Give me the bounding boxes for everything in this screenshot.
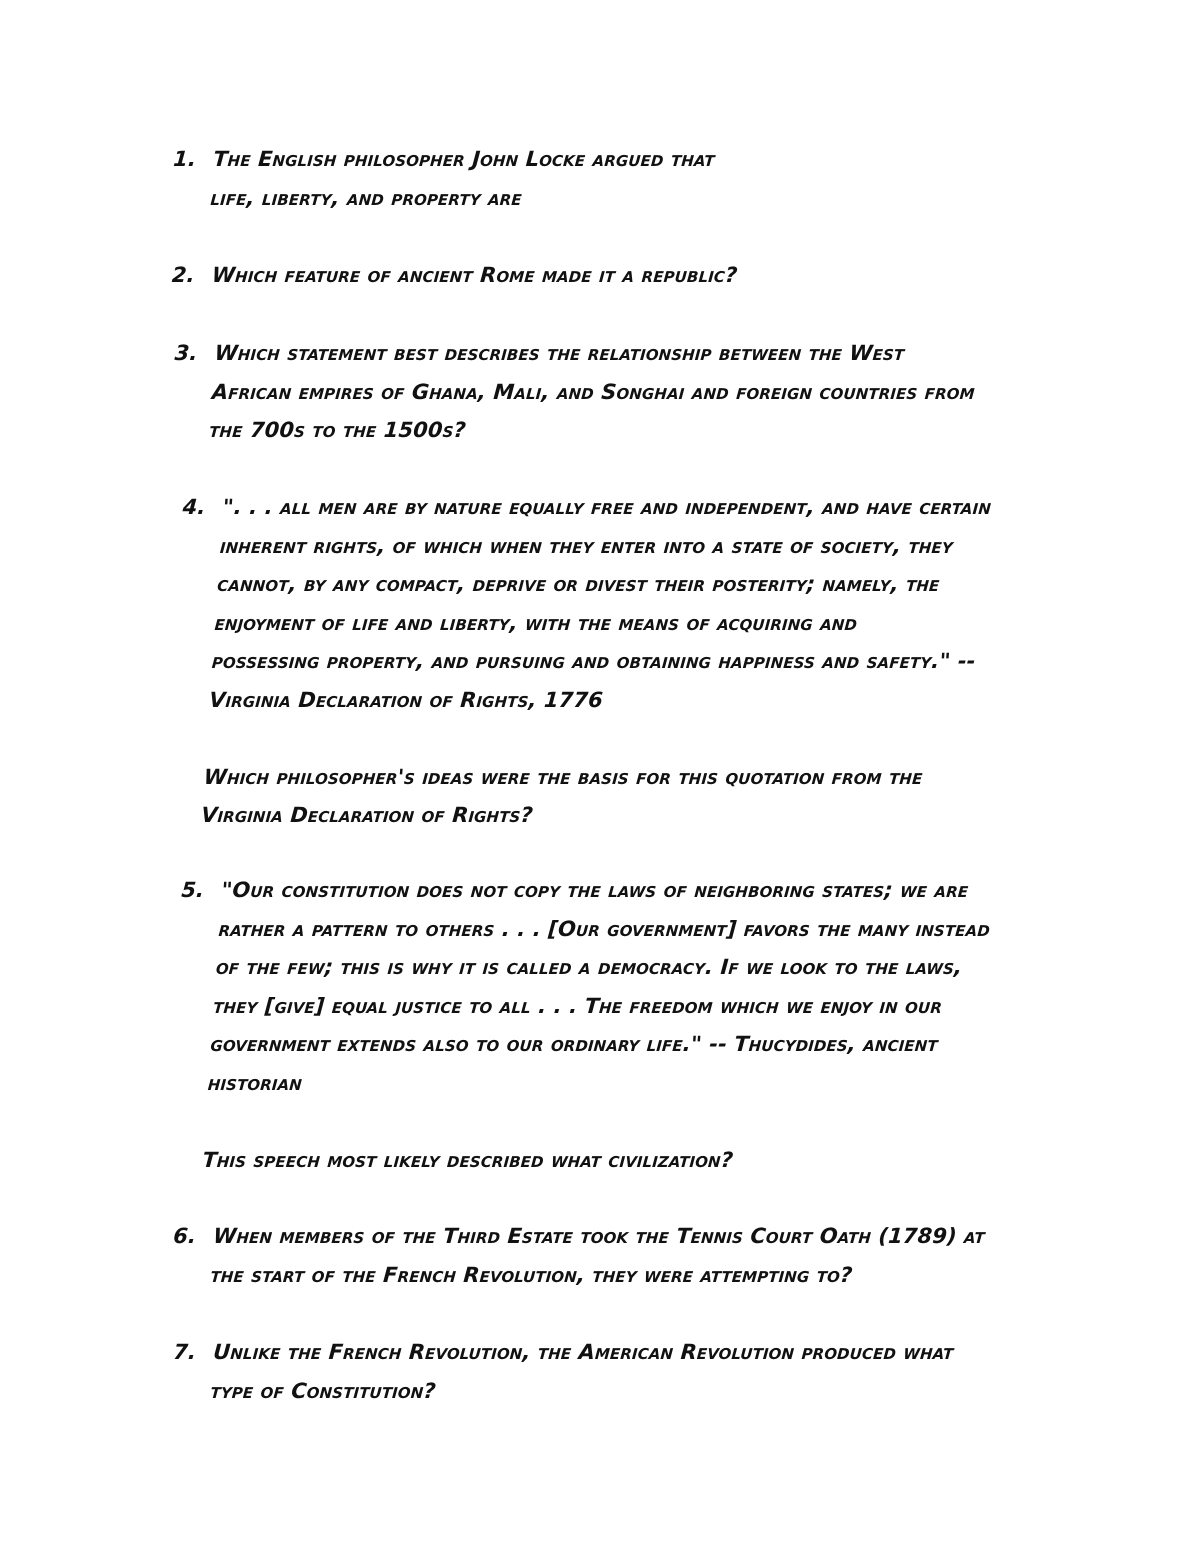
question-line: This speech most likely described what civilization? <box>201 1147 734 1172</box>
question-6 <box>169 1217 1074 1294</box>
question-line: historian <box>207 1071 303 1096</box>
question-line: of the few; this is why it is called a democracy. If we look to the laws, <box>215 955 964 980</box>
question-line: enjoyment of life and liberty, with the means of acquiring and <box>213 610 859 635</box>
question-line: "Our constitution does not copy the laws of neighboring states; we are <box>220 878 970 903</box>
question-1 <box>169 140 1074 217</box>
question-number: 2. <box>171 263 196 288</box>
question-line: Which feature of ancient Rome made it a republic? <box>211 263 739 288</box>
question-prompt <box>200 757 1065 834</box>
question-line: the 700s to the 1500s? <box>208 417 467 442</box>
question-line: possessing property, and pursuing and obtaining happiness and safety." -- <box>211 648 977 673</box>
question-line: rather a pattern to others . . . [Our government] favors the many instead <box>217 916 991 941</box>
question-number: 5. <box>180 878 206 903</box>
question-number: 4. <box>181 494 207 519</box>
question-line: Which statement best describes the relationship between the West <box>213 340 906 365</box>
question-line: Virginia Declaration of Rights? <box>200 802 534 827</box>
question-number: 7. <box>172 1339 198 1364</box>
question-line: inherent rights, of which when they enter into a state of society, they <box>219 533 954 558</box>
question-2 <box>171 256 1074 295</box>
question-line: government extends also to our ordinary life." -- Thucydides, ancient <box>209 1032 939 1057</box>
question-5 <box>161 871 1083 1179</box>
question-list <box>172 140 1072 1410</box>
question-line: African empires of Ghana, Mali, and Songhai and foreign countries from <box>211 379 976 404</box>
question-quotation <box>208 488 1084 720</box>
question-line: the start of the French Revolution, they were attempting to? <box>209 1263 854 1288</box>
question-4 <box>160 488 1084 835</box>
question-number: 6. <box>172 1224 198 1249</box>
question-line: Which philosopher's ideas were the basis for this quotation from the <box>203 764 924 789</box>
question-text <box>209 140 1074 217</box>
question-line: When members of the Third Estate took the Tennis Court Oath (1789) at <box>212 1224 986 1249</box>
question-text <box>209 1217 1074 1294</box>
question-line: they [give] equal justice to all . . . The freedom which we enjoy in our <box>212 994 943 1019</box>
question-7 <box>169 1333 1074 1410</box>
question-text <box>209 1333 1074 1410</box>
question-line: The English philosopher John Locke argued that <box>212 147 716 171</box>
question-prompt <box>201 1141 1064 1180</box>
question-line: Unlike the French Revolution, the American Revolution produced what <box>212 1339 955 1364</box>
question-number: 3. <box>173 340 199 365</box>
question-line: Virginia Declaration of Rights, 1776 <box>208 687 604 712</box>
question-line: life, liberty, and property are <box>209 185 523 210</box>
question-line: ". . . all men are by nature equally free and independent, and have certain <box>221 494 992 519</box>
question-line: type of Constitution? <box>209 1378 437 1403</box>
question-line: cannot, by any compact, deprive or divest their posterity; namely, the <box>216 571 941 596</box>
question-text <box>211 256 1074 295</box>
question-quotation <box>207 871 1083 1103</box>
question-text <box>208 334 1076 450</box>
question-number: 1. <box>172 147 198 171</box>
question-3 <box>168 334 1076 450</box>
